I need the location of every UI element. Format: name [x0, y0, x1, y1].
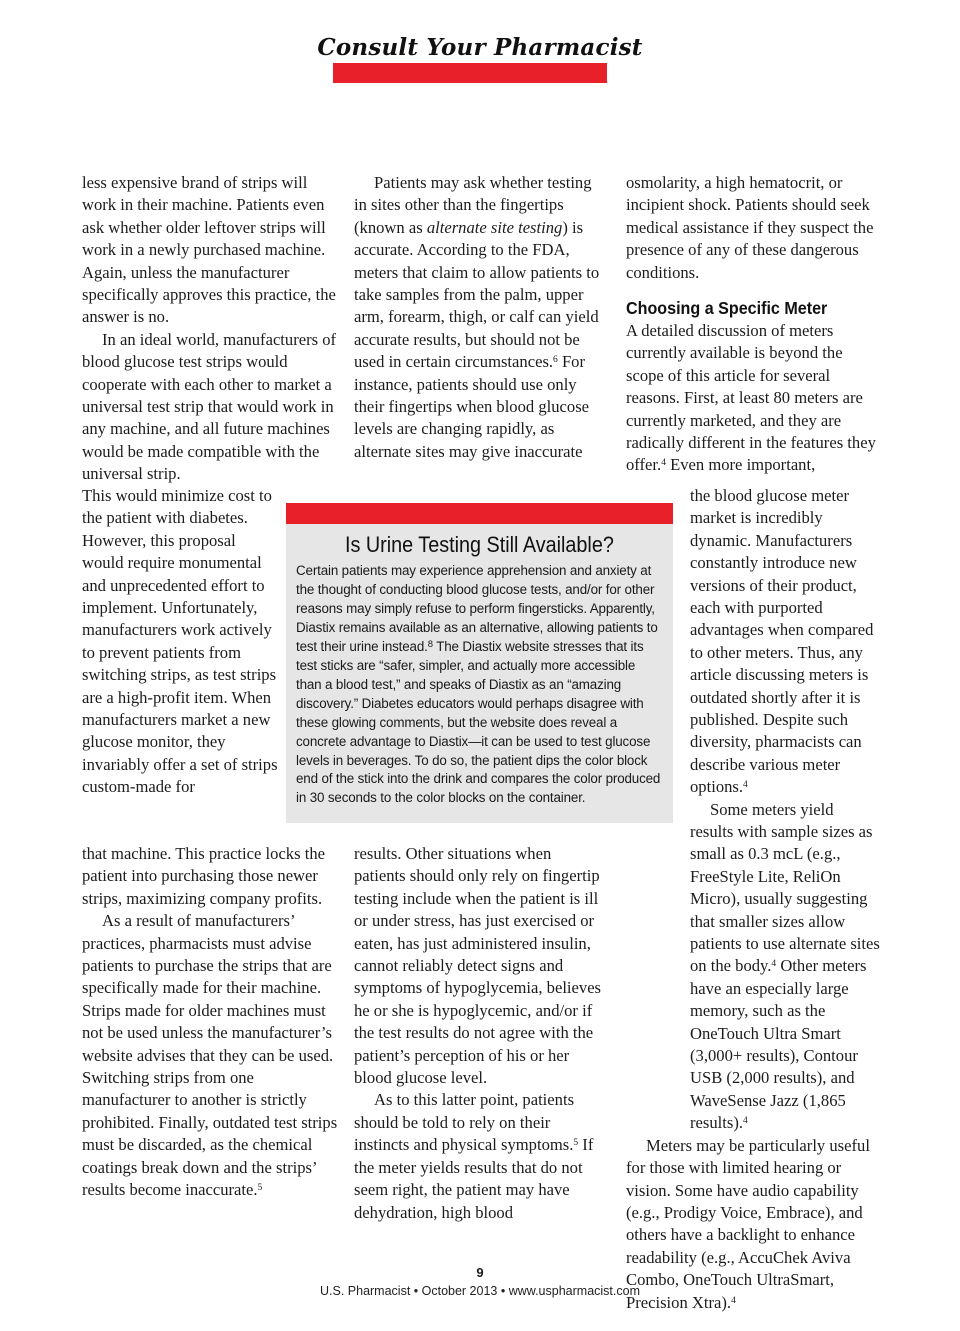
- sidebar-title: Is Urine Testing Still Available?: [345, 532, 614, 557]
- paragraph: osmolarity, a high hematocrit, or incipient shock. Patients should seek medical assistance if they suspect the presence of any of these dangerous conditions.: [626, 173, 874, 282]
- column-3-top: [626, 172, 884, 477]
- paragraph: As a result of manufacturers’ practices, pharmacists must advise patients to purchase the strips that are specifically made for their machine. Strips made for older machines must not be used unless the manufacturer’s website advises that they can be used. Switching strips from one manufacturer to another is strictly prohibited. Finally, outdated test strips must be discarded, as the chemical coatings break down and the strips’ results become inaccurate.$^5$: [82, 911, 338, 1200]
- reference-superscript: 4: [743, 780, 748, 791]
- page-number: 9: [476, 1265, 484, 1280]
- paragraph: Meters may be particularly useful for those with limited hearing or vision. Some have audio capability (e.g., Prodigy Voice, Embrace), and others have a backlight to enhance readability (e.g., AccuChek Aviva Combo, OneTouch UltraSmart, Precision Xtra).$^4$: [626, 1135, 870, 1312]
- sidebar-accent-bar: [286, 503, 673, 524]
- reference-superscript: 4: [743, 1116, 748, 1127]
- paragraph: In an ideal world, manufacturers of blood glucose test strips would cooperate with each other to market a universal test strip that would work in any machine, and all future machines would be made compatible with the universal strip.: [82, 329, 337, 484]
- reference-superscript: 8: [427, 638, 433, 650]
- paragraph: This would minimize cost to the patient with diabetes. However, this proposal would require monumental and unprecedented effort to implement. Unfortunately, manufacturers work actively to prevent patients from switching strips, as test strips are a high-profit item. When manufacturers market a new glucose monitor, they invariably offer a set of strips custom-made for: [82, 486, 278, 797]
- column-3-bottom: [626, 821, 884, 1314]
- reference-superscript: 5: [257, 1183, 263, 1194]
- reference-superscript: 4: [731, 1295, 736, 1306]
- paragraph: Some meters yield: [710, 799, 834, 819]
- page-header-title: Consult Your Pharmacist: [317, 34, 643, 61]
- column-1-top: [82, 172, 340, 486]
- sidebar-body: Certain patients may experience apprehension and anxiety at the thought of conducting blood glucose tests, and/or for other reasons may simply refuse to perform fingersticks. Apparently, Diastix remains available as an alternative, allowing patients to test their urine instead.$^8$ The Diastix website stresses that its test sticks are “safer, simpler, and actually more accessible than a blood test,” and speaks of Diastix as an “amazing discovery.” Diabetes educators would perhaps disagree with these glowing comments, but the website does reveal a concrete advantage to Diastix—it can be used to test glucose levels in beverages. To do so, the patient dips the color block end of the stick into the drink and compares the color produced in 30 seconds to the color blocks on the container.: [296, 563, 661, 806]
- paragraph: results with sample sizes as small as 0.3 mcL (e.g., FreeStyle Lite, ReliOn Micro), usually suggesting that smaller sizes allow patients to use alternate sites on the body.$^4$ Other meters have an especially large memory, such as the OneTouch Ultra Smart (3,000+ results), Contour USB (2,000 results), and WaveSense Jazz (1,865 results).$^4$: [690, 822, 880, 1133]
- column-1-narrow: [82, 485, 278, 799]
- column-2-top: [354, 172, 606, 463]
- paragraph: results. Other situations when patients should only rely on fingertip testing include when the patient is ill or under stress, has just exercised or eaten, has just administered insulin, cannot reliably detect signs and symptoms of hypoglycemia, believes he or she is hypoglycemic, and/or if the test results do not agree with the patient’s perception of his or her blood glucose level.: [354, 844, 602, 1088]
- reference-superscript: 4: [661, 458, 666, 469]
- paragraph: Patients may ask whether testing in sites other than the fingertips (known as alternate site testing) is accurate. According to the FDA, meters that claim to allow patients to take samples from the palm, upper arm, forearm, thigh, or calf can yield accurate results, but should not be used in certain circumstances.$^6$ For instance, patients should use only their fingertips when blood glucose levels are changing rapidly, as alternate sites may give inaccurate: [354, 173, 600, 461]
- reference-superscript: 4: [771, 959, 777, 970]
- footer-publication-line: U.S. Pharmacist • October 2013 • www.uspharmacist.com: [320, 1284, 640, 1298]
- reference-superscript: 5: [573, 1138, 579, 1149]
- reference-superscript: 6: [553, 355, 558, 366]
- paragraph: less expensive brand of strips will work in their machine. Patients even ask whether older leftover strips will work in a newly purchased machine. Again, unless the manufacturer specifically approves this practice, the answer is no.: [82, 173, 336, 327]
- paragraph: As to this latter point, patients should be told to rely on their instincts and physical symptoms.$^5$ If the meter yields results that do not seem right, the patient may have dehydration, high blood: [354, 1090, 594, 1222]
- paragraph: A detailed discussion of meters currently available is beyond the scope of this article for several reasons. First, at least 80 meters are currently marketed, and they are radically different in the features they offer.$^4$ Even more important,: [626, 321, 876, 475]
- paragraph: that machine. This practice locks the patient into purchasing those newer strips, maximizing company profits.: [82, 844, 325, 908]
- header-accent-bar: [333, 63, 607, 83]
- paragraph: the blood glucose meter market is incredibly dynamic. Manufacturers constantly introduce new versions of their product, each with purported advantages when compared to other meters. Thus, any article discussing meters is outdated shortly after it is published. Despite such diversity, pharmacists can describe various meter options.$^4$: [690, 486, 874, 797]
- section-heading: Choosing a Specific Meter: [626, 298, 828, 319]
- column-3-narrow: [690, 485, 884, 821]
- column-1-bottom: [82, 843, 340, 1202]
- column-2-bottom: [354, 843, 606, 1224]
